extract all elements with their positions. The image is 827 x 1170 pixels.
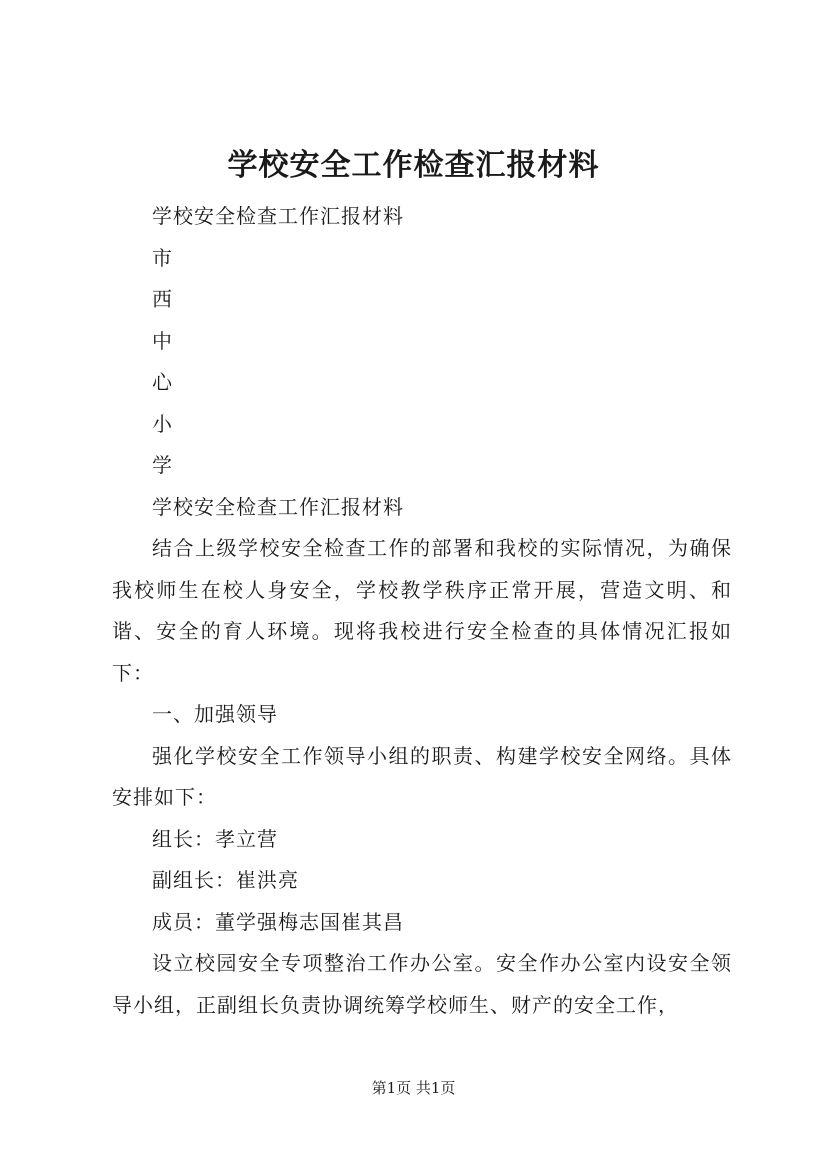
paragraph-heading-repeat: 学校安全检查工作汇报材料	[152, 494, 404, 519]
paragraph-char-shi: 市	[152, 245, 173, 270]
section-heading-leadership: 一、加强领导	[152, 702, 278, 726]
paragraph-char-xin: 心	[152, 370, 173, 394]
paragraph-deputy-leader: 副组长：崔洪亮	[152, 868, 299, 892]
paragraph-char-zhong: 中	[152, 328, 173, 353]
document-body	[112, 196, 732, 1026]
paragraph-char-xi: 西	[152, 287, 173, 311]
paragraph-char-xiao: 小	[152, 411, 173, 436]
paragraph-leader: 组长：孝立营	[152, 826, 278, 851]
paragraph-intro: 结合上级学校安全检查工作的部署和我校的实际情况，为确保我校师生在校人身安全，学校教学秩序正常开展，营造文明、和谐、安全的育人环境。现将我校进行安全检查的具体情况汇报如下：	[112, 536, 732, 685]
paragraph-char-xue: 学	[152, 453, 173, 477]
paragraph-office: 设立校园安全专项整治工作办公室。安全作办公室内设安全领导小组，正副组长负责协调统筹学校师生、财产的安全工作，	[112, 951, 732, 1017]
document-title: 学校安全工作检查汇报材料	[227, 148, 600, 183]
paragraph-members: 成员：董学强梅志国崔其昌	[152, 909, 404, 934]
paragraph-leadership: 强化学校安全工作领导小组的职责、构建学校安全网络。具体安排如下：	[112, 743, 732, 809]
paragraph-subtitle: 学校安全检查工作汇报材料	[152, 204, 404, 228]
page-footer: 第1页 共1页	[371, 1079, 456, 1097]
